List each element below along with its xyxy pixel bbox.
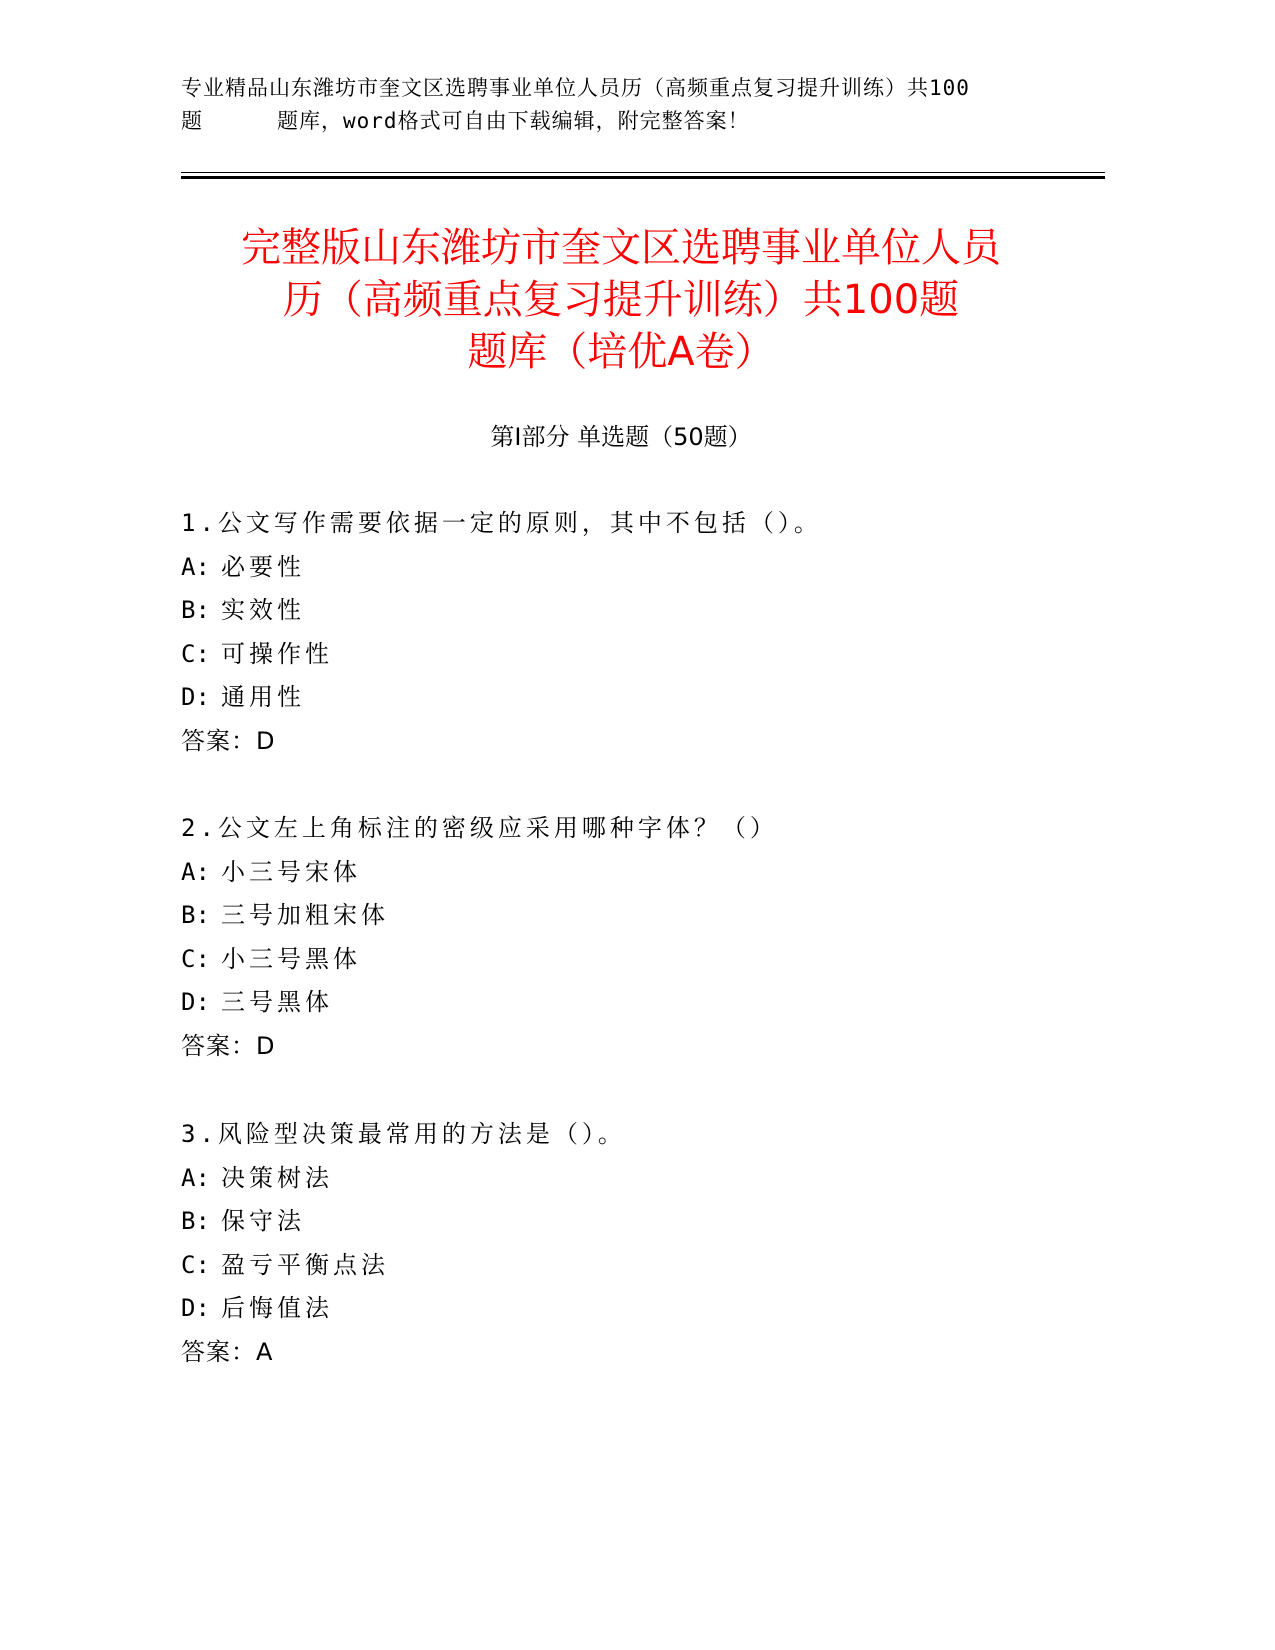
answer: 答案：D (181, 726, 276, 755)
header-line-1: 专业精品山东潍坊市奎文区选聘事业单位人员历（高频重点复习提升训练）共100 (181, 76, 970, 100)
option-a (181, 1157, 1081, 1201)
option-key: B: (181, 596, 210, 624)
option-text: 后悔值法 (221, 1294, 333, 1322)
option-key: A: (181, 1163, 210, 1192)
header-line-2 (181, 105, 1061, 138)
title-line-2: 历（高频重点复习提升训练）共100题 (282, 277, 960, 323)
option-b (181, 589, 1081, 633)
option-key: A: (181, 857, 210, 886)
option-key: A: (181, 552, 210, 581)
option-text: 决策树法 (221, 1163, 333, 1192)
question-1 (181, 502, 1081, 763)
option-text: 通用性 (221, 683, 305, 711)
document-title (181, 222, 1061, 378)
option-d (181, 676, 1081, 720)
option-d (181, 981, 1081, 1025)
question-2 (181, 807, 1081, 1068)
option-text: 实效性 (221, 596, 305, 624)
section-title: 第Ⅰ部分 单选题（50题） (490, 423, 752, 451)
option-key: D: (181, 988, 210, 1016)
answer: 答案：A (181, 1337, 274, 1366)
header-line-2-end: 题库，word格式可自由下载编辑，附完整答案！ (277, 109, 750, 133)
question-3 (181, 1113, 1081, 1374)
option-text: 小三号宋体 (221, 857, 361, 886)
header-line-2-start: 题 (181, 109, 203, 133)
option-text: 保守法 (221, 1207, 305, 1235)
option-text: 必要性 (221, 552, 305, 581)
title-line-3: 题库（培优A卷） (467, 329, 775, 375)
option-c (181, 633, 1081, 677)
option-d (181, 1287, 1081, 1331)
header-divider-thick (181, 176, 1105, 179)
header-divider-thin (181, 172, 1105, 173)
option-text: 小三号黑体 (221, 944, 361, 973)
option-key: D: (181, 683, 210, 711)
title-line-1: 完整版山东潍坊市奎文区选聘事业单位人员 (241, 225, 1001, 271)
answer: 答案：D (181, 1031, 276, 1060)
option-text: 可操作性 (221, 639, 333, 668)
option-text: 三号加粗宋体 (221, 901, 389, 929)
option-text: 三号黑体 (221, 988, 333, 1016)
option-key: B: (181, 1207, 210, 1235)
option-a (181, 851, 1081, 895)
option-a (181, 546, 1081, 590)
option-key: C: (181, 639, 210, 668)
question-stem: 1.公文写作需要依据一定的原则，其中不包括（）。 (181, 509, 822, 537)
option-b (181, 894, 1081, 938)
option-b (181, 1200, 1081, 1244)
question-stem: 3.风险型决策最常用的方法是（）。 (181, 1120, 626, 1148)
option-key: B: (181, 901, 210, 929)
option-key: C: (181, 944, 210, 973)
option-c (181, 1244, 1081, 1288)
option-c (181, 938, 1081, 982)
document-header (181, 72, 1061, 138)
option-key: D: (181, 1294, 210, 1322)
option-text: 盈亏平衡点法 (221, 1250, 389, 1279)
option-key: C: (181, 1250, 210, 1279)
question-stem: 2.公文左上角标注的密级应采用哪种字体？（） (181, 814, 778, 842)
